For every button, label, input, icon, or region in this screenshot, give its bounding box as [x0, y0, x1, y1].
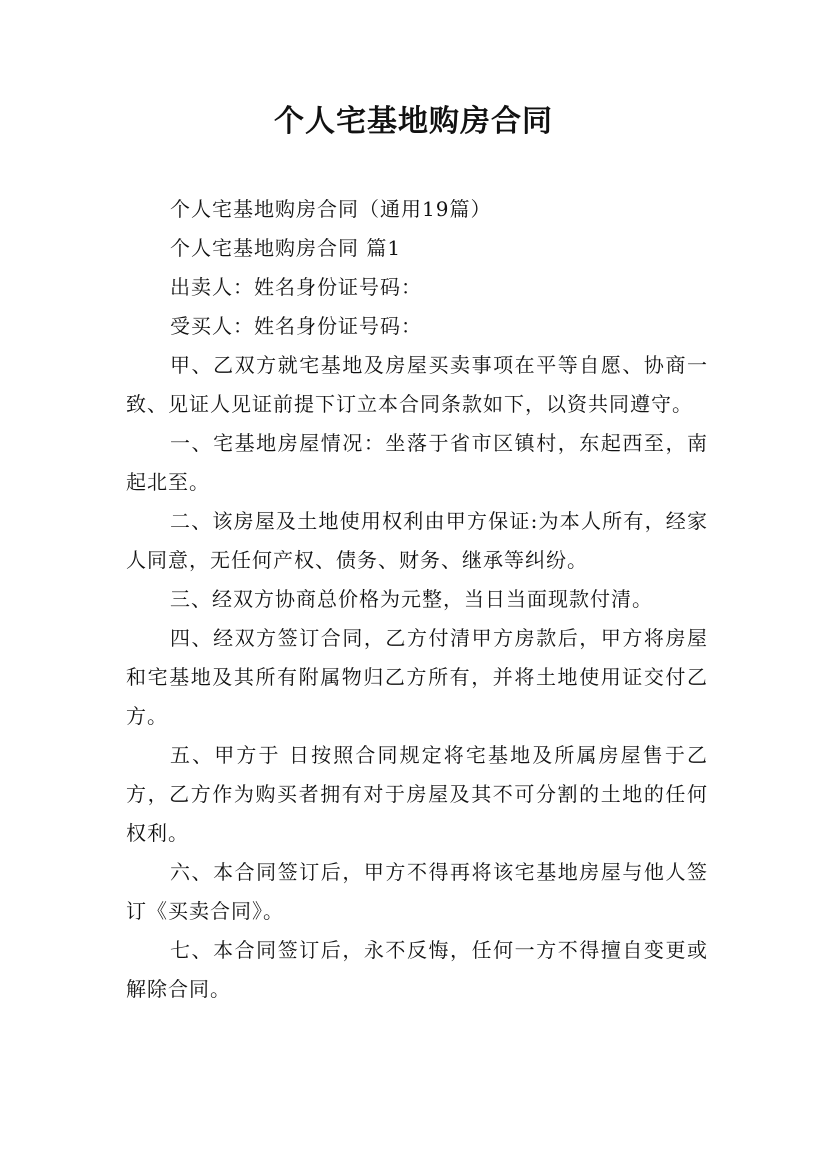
document-body: [126, 190, 708, 1009]
seller-info: 出卖人：姓名身份证号码：: [170, 275, 422, 299]
clause-4: 四、经双方签订合同，乙方付清甲方房款后，甲方将房屋和宅基地及其所有附属物归乙方所有，并将土地使用证交付乙方。: [126, 626, 708, 728]
clause-3: 三、经双方协商总价格为元整，当日当面现款付清。: [170, 587, 653, 611]
clause-6: 六、本合同签订后，甲方不得再将该宅基地房屋与他人签订《买卖合同》。: [126, 860, 708, 923]
clause-2: 二、该房屋及土地使用权利由甲方保证:为本人所有，经家人同意，无任何产权、债务、财务、继承等纠纷。: [126, 509, 708, 572]
section-heading: 个人宅基地购房合同 篇1: [170, 236, 402, 260]
document-title: 个人宅基地购房合同: [274, 104, 553, 139]
clause-7: 七、本合同签订后，永不反悔，任何一方不得擅自变更或解除合同。: [126, 938, 708, 1001]
clause-5: 五、甲方于 日按照合同规定将宅基地及所属房屋售于乙方，乙方作为购买者拥有对于房屋及其不可分割的土地的任何权利。: [126, 743, 708, 845]
preamble-paragraph: 甲、乙双方就宅基地及房屋买卖事项在平等自愿、协商一致、见证人见证前提下订立本合同条款如下，以资共同遵守。: [126, 353, 708, 416]
buyer-info: 受买人：姓名身份证号码：: [170, 314, 422, 338]
document-subtitle: 个人宅基地购房合同（通用19篇）: [170, 197, 492, 221]
clause-1: 一、宅基地房屋情况：坐落于省市区镇村，东起西至，南起北至。: [126, 431, 708, 494]
